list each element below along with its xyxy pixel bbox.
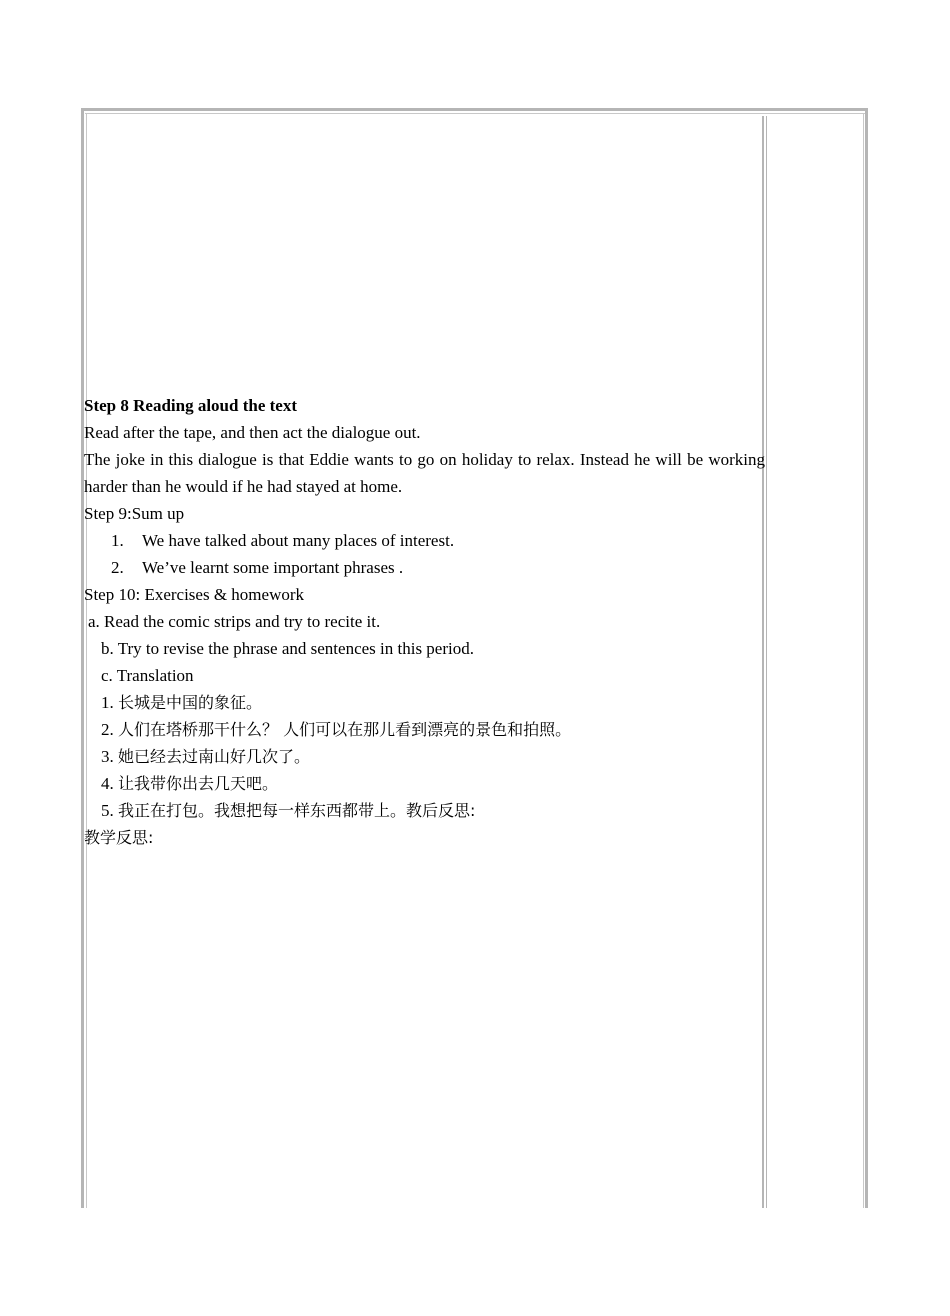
translation-item xyxy=(84,797,765,824)
translation-item xyxy=(84,770,765,797)
step10-heading: Step 10: Exercises & homework xyxy=(84,585,305,604)
step10-item-a: a. Read the comic strips and try to recite it. xyxy=(88,612,381,631)
step10-item-b: b. Try to revise the phrase and sentences in this period. xyxy=(101,639,474,658)
step9-heading: Step 9:Sum up xyxy=(84,504,185,523)
list-item-number: 1. xyxy=(111,531,124,550)
translation-number: 2. xyxy=(101,720,114,739)
translation-number: 4. xyxy=(101,774,114,793)
translation-number: 5. xyxy=(101,801,114,820)
lesson-plan-content xyxy=(84,392,765,851)
translation-text: 让我带你出去几天吧。 xyxy=(118,774,279,793)
list-item xyxy=(84,527,765,554)
list-item-text: We have talked about many places of interest. xyxy=(142,531,455,550)
step8-heading: Step 8 Reading aloud the text xyxy=(84,396,297,415)
table-inner-border-right xyxy=(863,113,864,1208)
list-item xyxy=(84,554,765,581)
table-inner-border-top xyxy=(85,113,865,114)
reflection-label: 教学反思: xyxy=(84,828,154,847)
translation-item xyxy=(84,689,765,716)
list-item-text: We’ve learnt some important phrases . xyxy=(142,558,404,577)
step8-instruction: Read after the tape, and then act the dialogue out. xyxy=(84,423,421,442)
translation-number: 1. xyxy=(101,693,114,712)
step10-item-c: c. Translation xyxy=(101,666,194,685)
translation-text: 长城是中国的象征。 xyxy=(118,693,263,712)
translation-number: 3. xyxy=(101,747,114,766)
step8-paragraph: The joke in this dialogue is that Eddie wants to go on holiday to relax. Instead he will be working harder than he would if he had stayed at home. xyxy=(84,450,765,496)
translation-item xyxy=(84,716,765,743)
translation-item xyxy=(84,743,765,770)
list-item-number: 2. xyxy=(111,558,124,577)
translation-text: 她已经去过南山好几次了。 xyxy=(118,747,311,766)
translation-text: 人们在塔桥那干什么？ 人们可以在那儿看到漂亮的景色和拍照。 xyxy=(118,720,572,739)
translation-text: 我正在打包。我想把每一样东西都带上。教后反思: xyxy=(118,801,476,820)
